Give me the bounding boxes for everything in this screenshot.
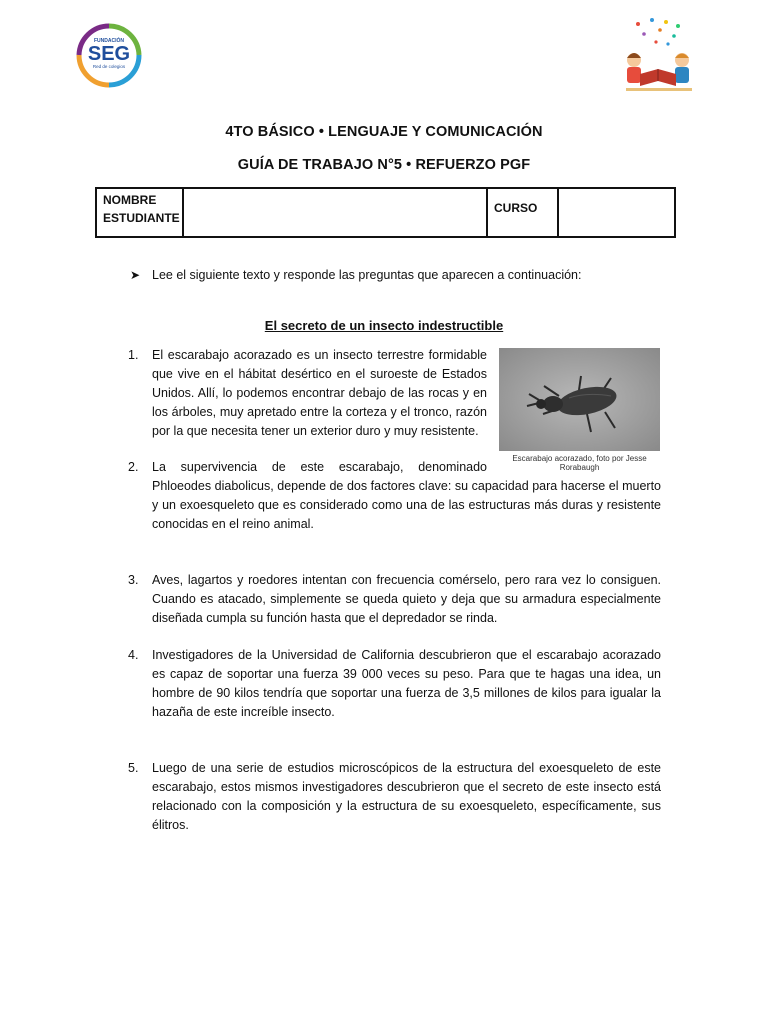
logo-bottom-text: Red de colegios xyxy=(92,64,126,69)
paragraph-2-rest: Phloeodes diabolicus, depende de dos factores clave: su capacidad para hacerse el muerto y un exoesqueleto que es considerado como una de las estructuras más duras y resistente conocidas en el reino animal. xyxy=(152,479,661,531)
student-info-table xyxy=(95,187,676,238)
instruction-line xyxy=(130,268,581,282)
page-title-line-1: 4TO BÁSICO • LENGUAJE Y COMUNICACIÓN xyxy=(225,124,543,140)
photo-caption: Escarabajo acorazado, foto por Jesse Rorabaugh xyxy=(512,454,647,472)
logo-main-text: SEG xyxy=(87,43,131,65)
student-name-label-line-2: ESTUDIANTE xyxy=(103,211,180,225)
logo-top-text: FUNDACIÓN xyxy=(94,38,124,44)
paragraph-number-4: 4. xyxy=(128,648,139,662)
paragraph-4: Investigadores de la Universidad de California descubrieron que el escarabajo acorazado es capaz de soportar una fuerza 39 000 veces su peso. Para que te hagas una idea, un hombre de 90 kilos tendría que soportar una fuerza de 3,5 millones de kilos para igualar la hazaña de este increíble insecto. xyxy=(152,648,661,719)
student-name-label-line-1: NOMBRE xyxy=(103,193,157,207)
instruction-text: Lee el siguiente texto y responde las preguntas que aparecen a continuación: xyxy=(152,268,582,282)
paragraph-number-1: 1. xyxy=(128,348,139,362)
kids-reading-illustration xyxy=(618,14,700,94)
student-name-field[interactable] xyxy=(183,188,487,237)
student-name-label xyxy=(96,188,183,237)
page-title-line-2: GUÍA DE TRABAJO N°5 • REFUERZO PGF xyxy=(237,157,531,173)
reading-title: El secreto de un insecto indestructible xyxy=(264,318,504,333)
course-label: CURSO xyxy=(487,188,558,237)
arrow-bullet-icon: ➤ xyxy=(130,268,141,282)
course-field[interactable] xyxy=(558,188,675,237)
beetle-photo xyxy=(499,348,660,451)
paragraph-3: Aves, lagartos y roedores intentan con frecuencia comérselo, pero rara vez lo consiguen. Cuando es atacado, simplemente se queda quieto y deja que su armadura especialmente diseñada cumpla su función hasta que el depredador se rinda. xyxy=(152,573,661,625)
paragraph-1: El escarabajo acorazado es un insecto terrestre formidable que vive en el hábitat desértico en el suroeste de Estados Unidos. Allí, lo podemos encontrar debajo de las rocas y en los árboles, muy apretado entre la corteza y el tronco, razón por la que necesita tener un exterior duro y muy resistente. xyxy=(152,348,487,438)
paragraph-5: Luego de una serie de estudios microscópicos de la estructura del exoesqueleto de este escarabajo, estos mismos investigadores descubrieron que el secreto de este insecto está relacionado con la composición y la estructura de su exoesqueleto, específicamente, sus élitros. xyxy=(152,761,661,832)
fundacion-seg-logo xyxy=(74,22,144,88)
paragraph-number-5: 5. xyxy=(128,761,139,775)
paragraph-number-2: 2. xyxy=(128,460,139,474)
paragraph-2-first-line: La supervivencia de este escarabajo, denominado xyxy=(152,460,487,474)
paragraph-number-3: 3. xyxy=(128,573,139,587)
